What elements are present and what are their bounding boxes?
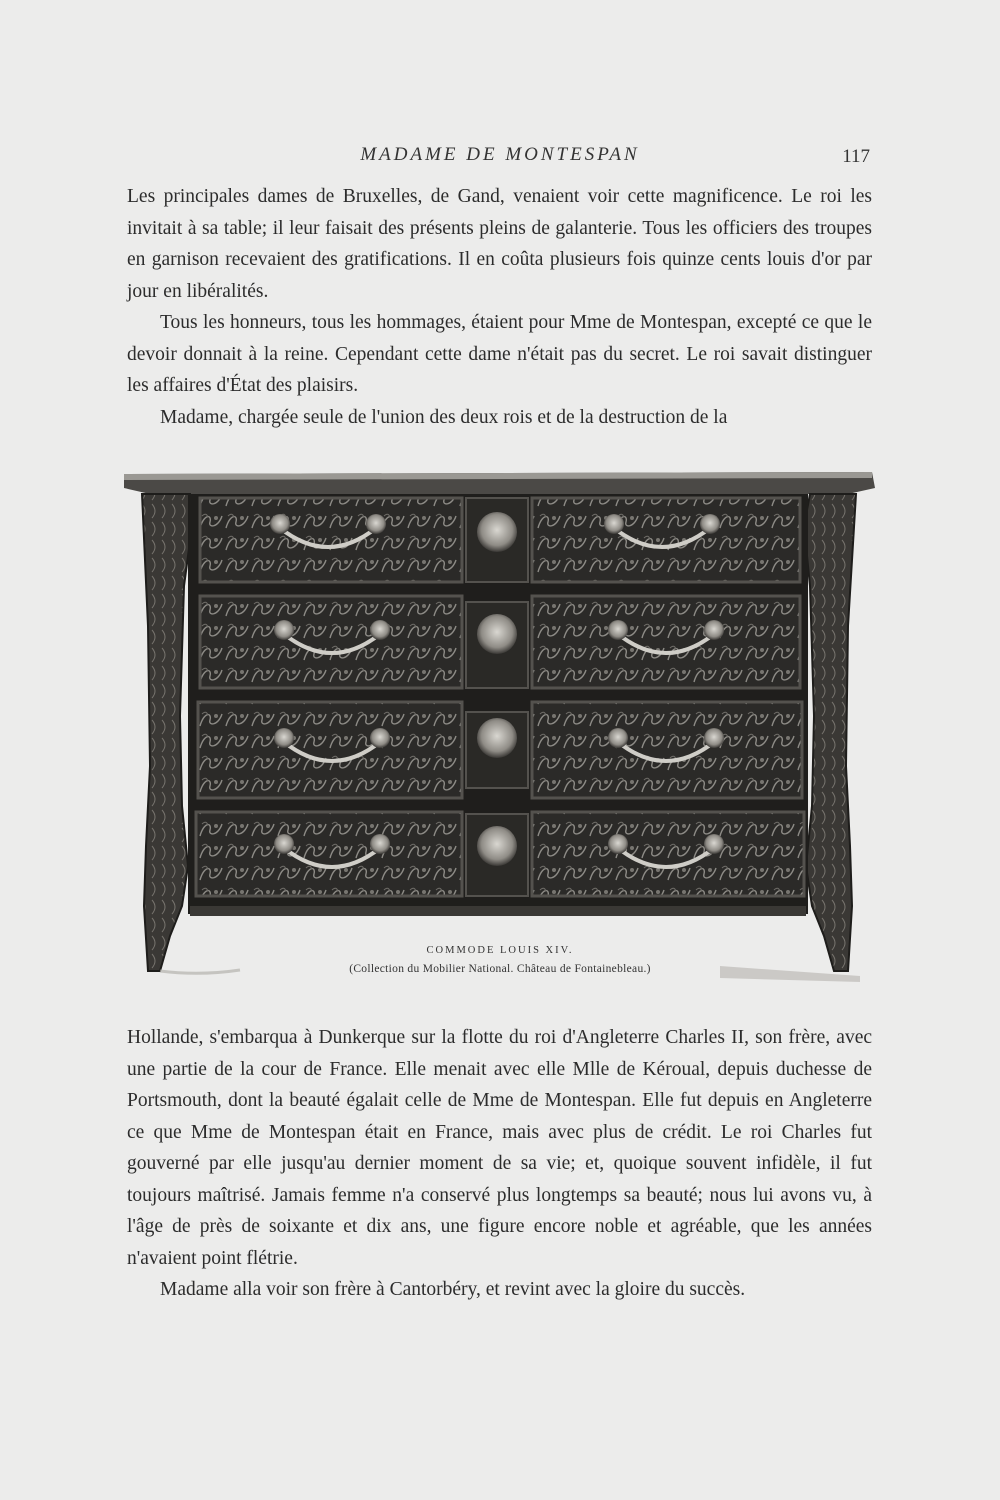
figure-caption-title: COMMODE LOUIS XIV. — [426, 945, 574, 956]
bottom-text-block — [127, 1022, 872, 1306]
running-title: MADAME DE MONTESPAN — [360, 144, 640, 165]
running-head — [0, 140, 1000, 170]
commode-drawing — [120, 466, 880, 996]
paragraph: Madame alla voir son frère à Cantorbéry, et revint avec la gloire du succès. — [160, 1279, 746, 1300]
commode-illustration — [120, 466, 880, 996]
paragraph: Madame, chargée seule de l'union des deux rois et de la destruction de la — [160, 406, 728, 428]
paragraph: Hollande, s'embarqua à Dunkerque sur la flotte du roi d'Angleterre Charles II, son frère, avec une partie de la cour de France. Elle menait avec elle Mlle de Kéroual, depuis duchesse de Portsmouth, dont la beauté égalait celle de Mme de Montespan. Elle fut depuis en Angleterre ce que Mme de Montespan était en France, mais avec plus de crédit. Le roi Charles fut gouverné par elle jusqu'au dernier moment de sa vie; et, quoique souvent infidèle, il fut toujours maîtrisé. Jamais femme n'a conservé plus longtemps sa beauté; nous lui avons vu, à l'âge de près de soixante et dix ans, une figure encore noble et agréable, que les années n'avaient point flétrie. — [127, 1027, 872, 1269]
paragraph: Tous les honneurs, tous les hommages, étaient pour Mme de Montespan, excepté ce que le devoir donnait à la reine. Cependant cette dame n'était pas du secret. Le roi savait distinguer les affaires d'État des plaisirs. — [127, 312, 872, 396]
paragraph: Les principales dames de Bruxelles, de Gand, venaient voir cette magnificence. Le roi les invitait à sa table; il leur faisait des présents pleins de galanterie. Tous les officiers des troupes en garnison recevaient des gratifications. Il en coûta plusieurs fois quinze cents louis d'or par jour en libéralités. — [127, 186, 872, 302]
figure-caption-source: (Collection du Mobilier National. Château de Fontainebleau.) — [349, 963, 651, 975]
top-text-block — [127, 181, 872, 433]
page-number: 117 — [842, 146, 870, 167]
